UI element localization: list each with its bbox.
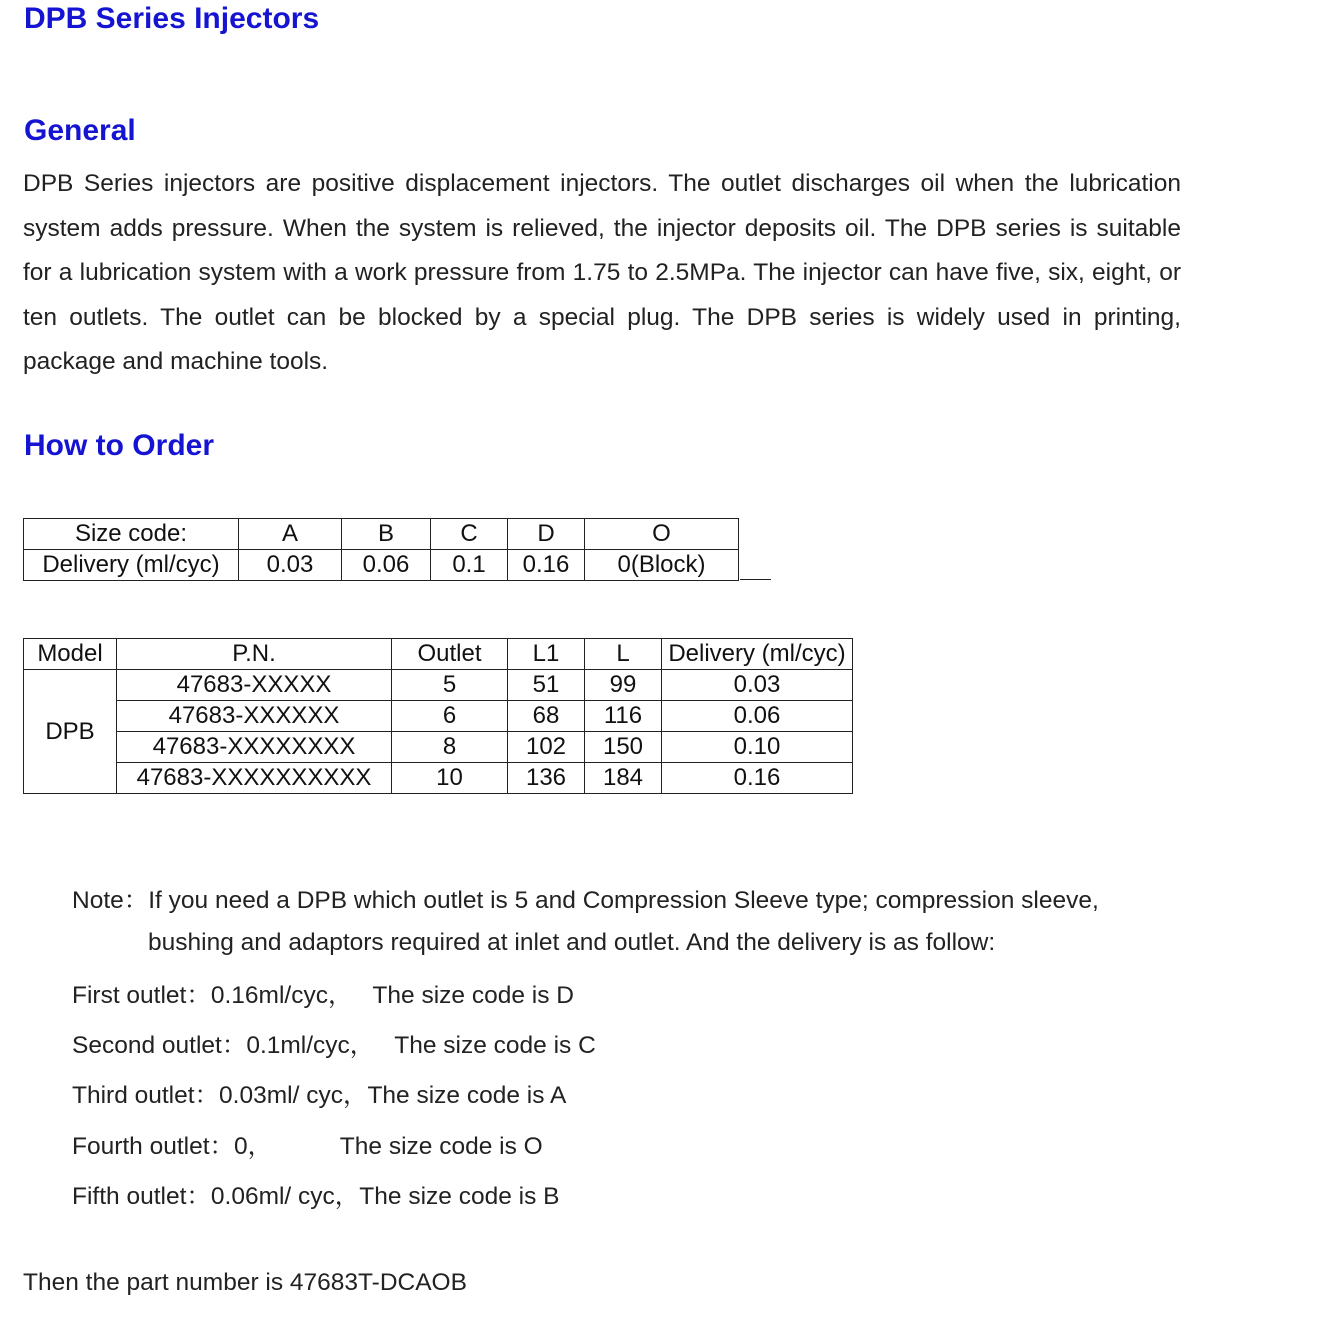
table-cell: 0.03 — [662, 670, 853, 701]
table-cell: 47683-XXXXXX — [117, 701, 392, 732]
header-l: L — [585, 639, 662, 670]
table-cell: 51 — [508, 670, 585, 701]
table-cell: 68 — [508, 701, 585, 732]
table-cell: Delivery (ml/cyc) — [24, 550, 239, 581]
table-cell: 102 — [508, 732, 585, 763]
page-title: DPB Series Injectors — [24, 2, 320, 35]
table-cell: 0.06 — [662, 701, 853, 732]
table-underline — [740, 579, 771, 580]
header-model: Model — [24, 639, 117, 670]
table-cell: Size code: — [24, 519, 239, 550]
size-code-row — [24, 519, 739, 550]
table-header-row — [24, 639, 853, 670]
size-code-table — [23, 518, 739, 581]
table-cell: 0(Block) — [585, 550, 739, 581]
table-cell: 47683-XXXXXXXX — [117, 732, 392, 763]
table-row — [24, 763, 853, 794]
table-cell: 116 — [585, 701, 662, 732]
table-cell: 8 — [392, 732, 508, 763]
note-line-1: Note：If you need a DPB which outlet is 5 and Compression Sleeve type; compression sleeve, — [72, 887, 1099, 914]
table-cell: 0.16 — [508, 550, 585, 581]
header-pn: P.N. — [117, 639, 392, 670]
table-cell: 184 — [585, 763, 662, 794]
header-l1: L1 — [508, 639, 585, 670]
table-cell: 99 — [585, 670, 662, 701]
second-outlet-line: Second outlet：0.1ml/cyc， The size code is C — [72, 1032, 596, 1059]
table-cell: A — [239, 519, 342, 550]
third-outlet-line: Third outlet：0.03ml/ cyc，The size code is A — [72, 1082, 567, 1109]
delivery-row — [24, 550, 739, 581]
table-cell: 0.10 — [662, 732, 853, 763]
table-cell: 136 — [508, 763, 585, 794]
fourth-outlet-line: Fourth outlet：0， The size code is O — [72, 1133, 543, 1160]
table-cell: 47683-XXXXXXXXXX — [117, 763, 392, 794]
table-cell: 0.06 — [342, 550, 431, 581]
model-cell: DPB — [24, 670, 117, 794]
table-cell: C — [431, 519, 508, 550]
table-cell: B — [342, 519, 431, 550]
table-row — [24, 670, 853, 701]
table-cell: 0.03 — [239, 550, 342, 581]
table-cell: 0.16 — [662, 763, 853, 794]
note-line-2: bushing and adaptors required at inlet and outlet. And the delivery is as follow: — [148, 929, 996, 956]
table-row — [24, 701, 853, 732]
header-outlet: Outlet — [392, 639, 508, 670]
general-heading: General — [24, 114, 136, 147]
table-cell: 150 — [585, 732, 662, 763]
table-row — [24, 732, 853, 763]
table-cell: 5 — [392, 670, 508, 701]
table-cell: 10 — [392, 763, 508, 794]
part-number-conclusion: Then the part number is 47683T-DCAOB — [23, 1269, 467, 1296]
fifth-outlet-line: Fifth outlet：0.06ml/ cyc，The size code is B — [72, 1183, 560, 1210]
table-cell: O — [585, 519, 739, 550]
model-table — [23, 638, 853, 794]
first-outlet-line: First outlet：0.16ml/cyc， The size code is D — [72, 982, 574, 1009]
general-paragraph: DPB Series injectors are positive displacement injectors. The outlet discharges oil when the lubrication system adds pressure. When the system is relieved, the injector deposits oil. The DPB series is suitable for a lubrication system with a work pressure from 1.75 to 2.5MPa. The injector can have five, six, eight, or ten outlets. The outlet can be blocked by a special plug. The DPB series is widely used in printing, package and machine tools. — [23, 170, 1181, 375]
table-cell: 6 — [392, 701, 508, 732]
how-to-order-heading: How to Order — [24, 429, 215, 462]
header-delivery: Delivery (ml/cyc) — [662, 639, 853, 670]
table-cell: D — [508, 519, 585, 550]
table-cell: 0.1 — [431, 550, 508, 581]
table-cell: 47683-XXXXX — [117, 670, 392, 701]
